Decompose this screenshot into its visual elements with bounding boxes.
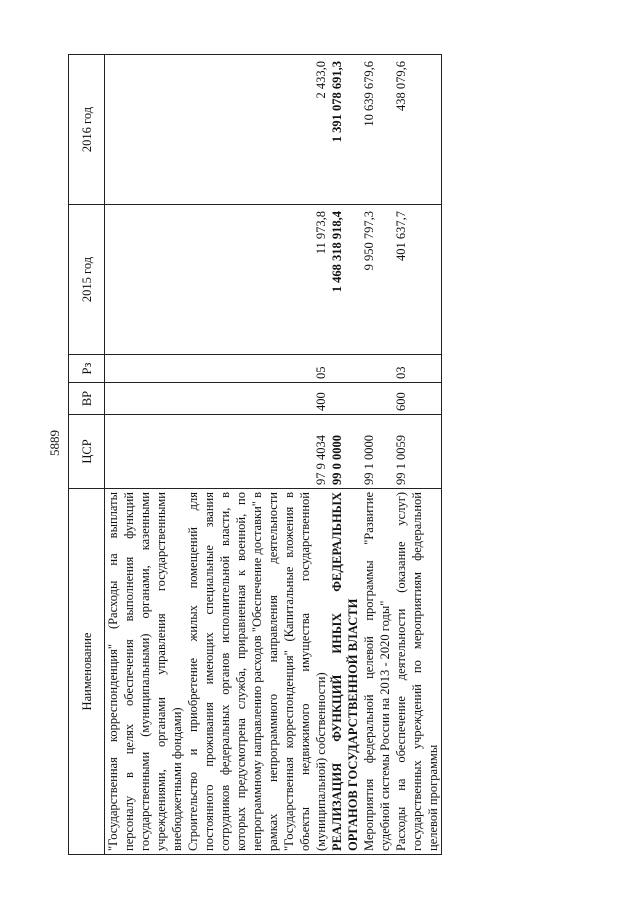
- row-vr: [329, 383, 361, 415]
- row-rz: [361, 355, 393, 383]
- header-rz: Рз: [69, 355, 105, 383]
- table-row: [329, 55, 361, 855]
- header-2015: 2015 год: [69, 205, 105, 355]
- row-rz: 03: [393, 355, 442, 383]
- row-csr: 99 1 0000: [361, 415, 393, 489]
- row-2015: 401 637,7: [393, 205, 442, 355]
- header-vr: ВР: [69, 383, 105, 415]
- row-2015: [105, 205, 186, 355]
- header-2016: 2016 год: [69, 55, 105, 205]
- row-csr: 99 1 0059: [393, 415, 442, 489]
- table-row: [361, 55, 393, 855]
- row-vr: 600: [393, 383, 442, 415]
- row-vr: 400: [185, 383, 329, 415]
- row-2016: 10 639 679,6: [361, 55, 393, 205]
- row-2015: 9 950 797,3: [361, 205, 393, 355]
- row-vr: [361, 383, 393, 415]
- table-row: [185, 55, 329, 855]
- row-2015: 11 973,8: [185, 205, 329, 355]
- row-name: РЕАЛИЗАЦИЯ ФУНКЦИЙ ИНЫХ ФЕДЕРАЛЬНЫХ ОРГАНОВ ГОСУДАРСТВЕННОЙ ВЛАСТИ: [329, 489, 361, 855]
- table-header-row: [69, 55, 105, 855]
- row-2015: 1 468 318 918,4: [329, 205, 361, 355]
- row-2016: 2 433,0: [185, 55, 329, 205]
- row-name: Расходы на обеспечение деятельности (оказание услуг) государственных учреждений по мероприятиям федеральной целевой программы: [393, 489, 442, 855]
- page-number: 5889: [47, 430, 62, 456]
- row-csr: 97 9 4034: [185, 415, 329, 489]
- row-2016: 438 079,6: [393, 55, 442, 205]
- row-name: Строительство и приобретение жилых помещений для постоянного проживания имеющих специальные звания сотрудников федеральных органов исполнительной власти, в которых предусмотрена служба, приравненная к военной, по непрограммному направлению расходов "Обеспечение доставки" в рамках непрограммного направления деятельности "Государственная корреспонденция" (Капитальные вложения в объекты недвижимого имущества государственной (муниципальной) собственности): [185, 489, 329, 855]
- row-2016: 1 391 078 691,3: [329, 55, 361, 205]
- table-row: [393, 55, 442, 855]
- row-rz: [105, 355, 186, 383]
- row-rz: [329, 355, 361, 383]
- rotated-table-container: [68, 55, 610, 855]
- row-rz: 05: [185, 355, 329, 383]
- row-csr: [105, 415, 186, 489]
- budget-table: [68, 54, 442, 855]
- header-name: Наименование: [69, 489, 105, 855]
- row-name: Мероприятия федеральной целевой программы "Развитие судебной системы России на 2013 - 2020 годы": [361, 489, 393, 855]
- row-csr: 99 0 0000: [329, 415, 361, 489]
- table-row: [105, 55, 186, 855]
- row-2016: [105, 55, 186, 205]
- row-name: "Государственная корреспонденция" (Расходы на выплаты персоналу в целях обеспечения выполнения функций государственными (муниципальными) органами, казенными учреждениями, органами управления государственными внебюджетными фондами): [105, 489, 186, 855]
- row-vr: [105, 383, 186, 415]
- header-csr: ЦСР: [69, 415, 105, 489]
